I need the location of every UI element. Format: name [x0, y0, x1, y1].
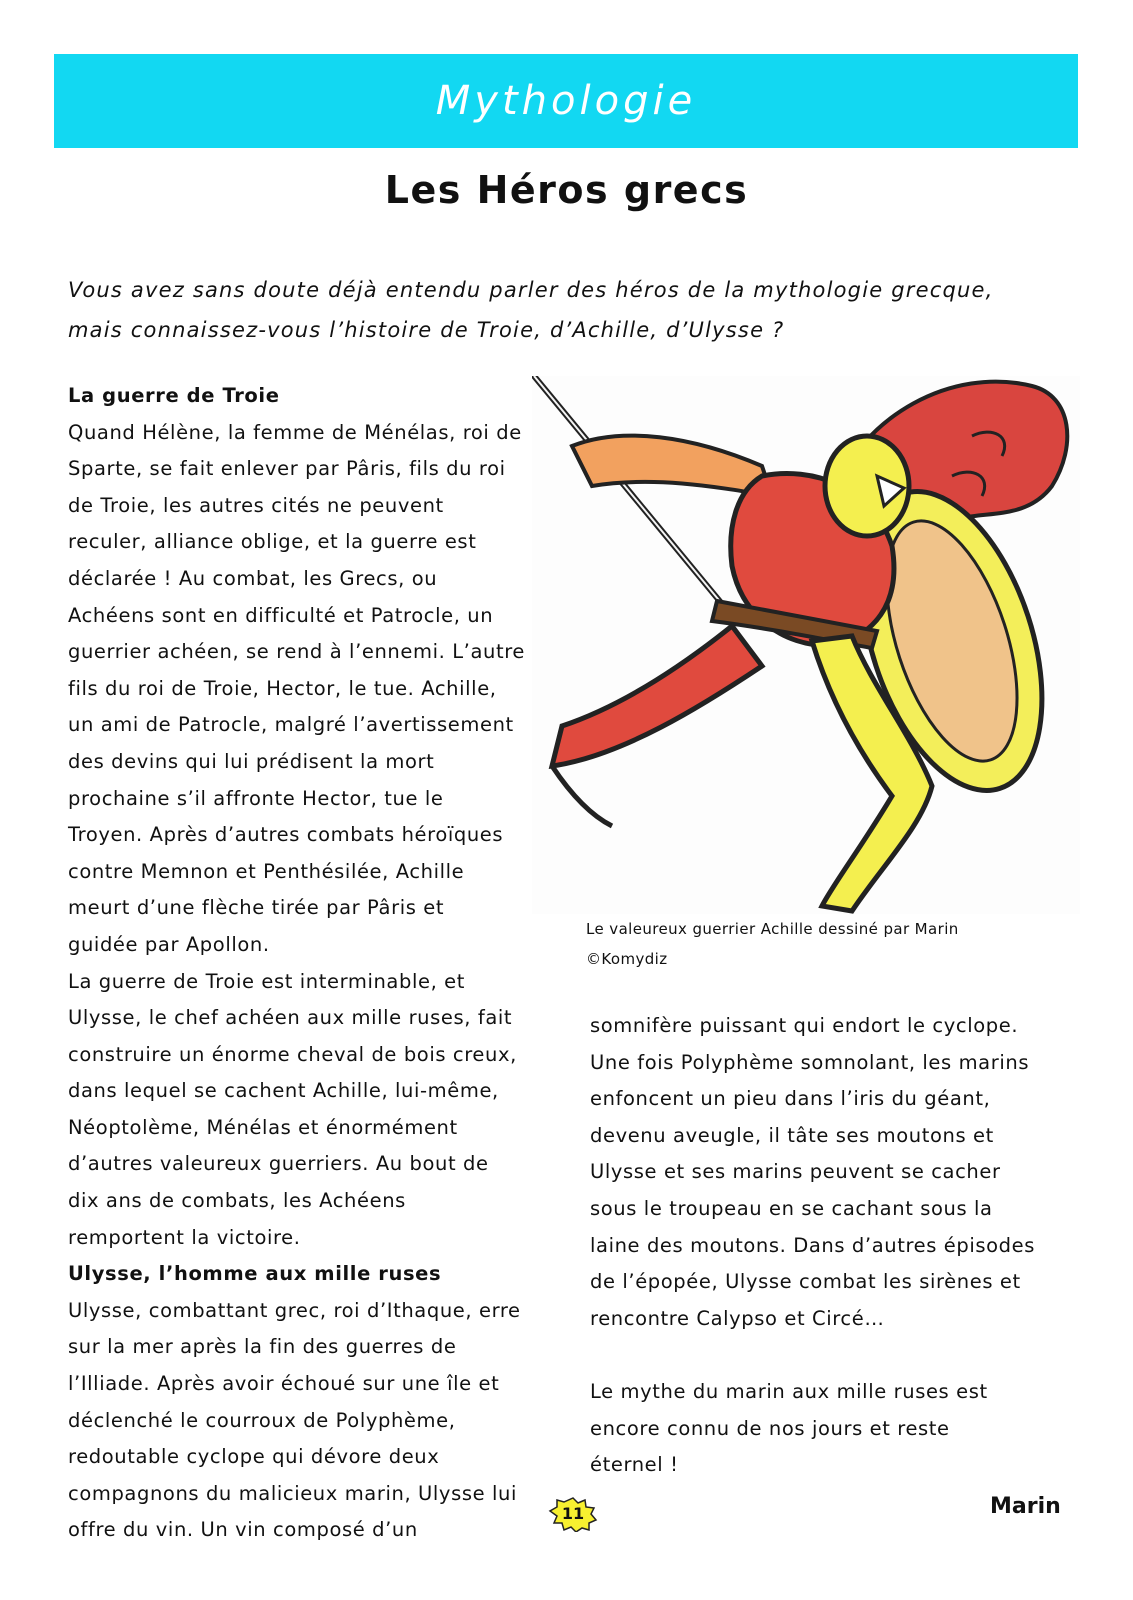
- text-line: de l’épopée, Ulysse combat les sirènes et: [590, 1270, 1021, 1294]
- text-line: enfoncent un pieu dans l’iris du géant,: [590, 1087, 991, 1111]
- text-line: construire un énorme cheval de bois creux,: [68, 1042, 517, 1066]
- text-line: déclarée ! Au combat, les Grecs, ou: [68, 566, 438, 590]
- author-signature: Marin: [990, 1494, 1061, 1519]
- text-line: dans lequel se cachent Achille, lui-même,: [68, 1079, 499, 1103]
- text-line: Le mythe du marin aux mille ruses est: [590, 1379, 988, 1403]
- text-line: La guerre de Troie est interminable, et: [68, 969, 466, 993]
- text-line: rencontre Calypso et Circé…: [590, 1306, 885, 1330]
- section-heading-ulysse: Ulysse, l’homme aux mille ruses: [68, 1262, 442, 1286]
- text-line: contre Memnon et Penthésilée, Achille: [68, 859, 465, 883]
- text-line: guerrier achéen, se rend à l’ennemi. L’autre: [68, 640, 525, 664]
- text-line: somnifère puissant qui endort le cyclope.: [590, 1014, 1019, 1037]
- text-line: redoutable cyclope qui dévore deux: [68, 1445, 440, 1469]
- text-line: offre du vin. Un vin composé d’un: [68, 1518, 418, 1542]
- text-line: Achéens sont en difficulté et Patrocle, un: [68, 603, 494, 627]
- text-line: Troyen. Après d’autres combats héroïques: [68, 823, 504, 847]
- text-line: dix ans de combats, les Achéens: [68, 1189, 406, 1213]
- text-line: de Troie, les autres cités ne peuvent: [68, 493, 444, 517]
- article-left-column: [68, 378, 568, 1549]
- text-line: guidée par Apollon.: [68, 932, 270, 956]
- section-banner: [54, 54, 1078, 148]
- section-title: Mythologie: [435, 78, 697, 124]
- page-title: Les Héros grecs: [384, 168, 749, 212]
- text-line: sur la mer après la fin des guerres de: [68, 1335, 457, 1359]
- text-line: Ulysse et ses marins peuvent se cacher: [590, 1160, 1001, 1184]
- text-line: compagnons du malicieux marin, Ulysse lui: [68, 1481, 517, 1505]
- text-line: Ulysse, combattant grec, roi d’Ithaque, erre: [68, 1298, 521, 1322]
- text-line: Néoptolème, Ménélas et énormément: [68, 1115, 458, 1139]
- text-line: éternel !: [590, 1453, 679, 1477]
- text-line: prochaine s’il affronte Hector, tue le: [68, 786, 444, 810]
- caption-text: Le valeureux guerrier Achille dessiné par Marin: [586, 920, 959, 938]
- text-line: sous le troupeau en se cachant sous la: [590, 1196, 993, 1220]
- text-line: meurt d’une flèche tirée par Pâris et: [68, 896, 445, 920]
- article-right-column: [590, 1008, 1080, 1484]
- text-line: d’autres valeureux guerriers. Au bout de: [68, 1152, 489, 1176]
- paragraph-spacer: [590, 1337, 1080, 1374]
- text-line: reculer, alliance oblige, et la guerre est: [68, 530, 477, 554]
- text-line: encore connu de nos jours et reste: [590, 1416, 950, 1440]
- text-line: Quand Hélène, la femme de Ménélas, roi de: [68, 420, 522, 444]
- section-heading-troie: La guerre de Troie: [68, 384, 280, 407]
- text-line: Une fois Polyphème somnolant, les marins: [590, 1050, 1030, 1074]
- text-line: remportent la victoire.: [68, 1225, 301, 1249]
- text-line: devenu aveugle, il tâte ses moutons et: [590, 1123, 994, 1147]
- intro-paragraph: [68, 270, 1078, 350]
- text-line: laine des moutons. Dans d’autres épisodes: [590, 1233, 1036, 1257]
- caption-credit: ©Komydiz: [586, 950, 668, 968]
- intro-line: mais connaissez-vous l’histoire de Troie, d’Achille, d’Ulysse ?: [68, 318, 785, 342]
- figure-caption: [586, 914, 1066, 974]
- text-line: Sparte, se fait enlever par Pâris, fils du roi: [68, 457, 506, 481]
- text-line: des devins qui lui prédisent la mort: [68, 749, 435, 773]
- text-line: un ami de Patrocle, malgré l’avertissement: [68, 713, 514, 737]
- achilles-drawing: [532, 376, 1080, 914]
- text-line: l’Illiade. Après avoir échoué sur une île et: [68, 1372, 500, 1396]
- page-number-badge: [548, 1496, 598, 1532]
- text-line: Ulysse, le chef achéen aux mille ruses, fait: [68, 1006, 513, 1030]
- page-number: 11: [561, 1504, 585, 1523]
- text-line: déclenché le courroux de Polyphème,: [68, 1408, 456, 1432]
- intro-line: Vous avez sans doute déjà entendu parler des héros de la mythologie grecque,: [68, 278, 994, 302]
- text-line: fils du roi de Troie, Hector, le tue. Achille,: [68, 676, 497, 700]
